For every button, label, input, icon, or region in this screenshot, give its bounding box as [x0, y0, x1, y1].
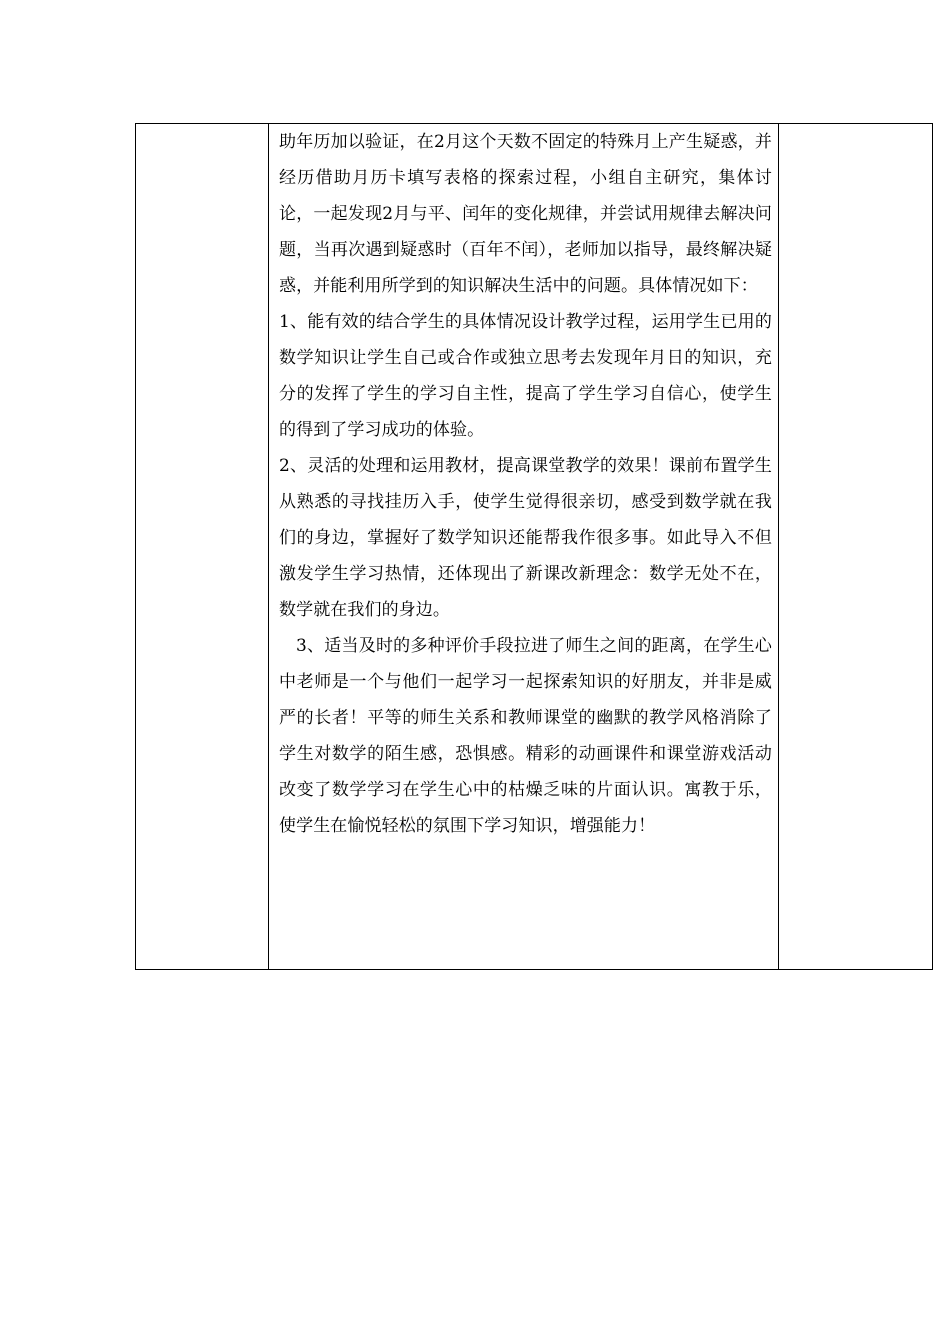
content-text [269, 124, 778, 844]
right-cell [779, 124, 933, 970]
paragraph-point-1: 1、能有效的结合学生的具体情况设计教学过程，运用学生已用的数学知识让学生自己或合作或独立思考去发现年月日的知识，充分的发挥了学生的学习自主性，提高了学生学习自信心，使学生的得到了学习成功的体验。 [279, 312, 772, 440]
table-row [136, 124, 933, 970]
paragraph-intro: 助年历加以验证，在2月这个天数不固定的特殊月上产生疑惑，并经历借助月历卡填写表格的探索过程，小组自主研究，集体讨论，一起发现2月与平、闰年的变化规律，并尝试用规律去解决问题，当再次遇到疑惑时（百年不闰），老师加以指导，最终解决疑惑，并能利用所学到的知识解决生活中的问题。具体情况如下： [279, 132, 772, 296]
paragraph-point-2: 2、灵活的处理和运用教材，提高课堂教学的效果！课前布置学生从熟悉的寻找挂历入手，使学生觉得很亲切，感受到数学就在我们的身边，掌握好了数学知识还能帮我作很多事。如此导入不但激发学生学习热情，还体现出了新课改新理念：数学无处不在，数学就在我们的身边。 [279, 456, 772, 620]
paragraph-point-3: 3、适当及时的多种评价手段拉进了师生之间的距离，在学生心中老师是一个与他们一起学习一起探索知识的好朋友，并非是威严的长者！平等的师生关系和教师课堂的幽默的教学风格消除了学生对数学的陌生感，恐惧感。精彩的动画课件和课堂游戏活动改变了数学学习在学生心中的枯燥乏味的片面认识。寓教于乐，使学生在愉悦轻松的氛围下学习知识，增强能力！ [279, 636, 772, 836]
left-cell [136, 124, 269, 970]
document-table [135, 123, 933, 970]
content-cell [269, 124, 779, 970]
